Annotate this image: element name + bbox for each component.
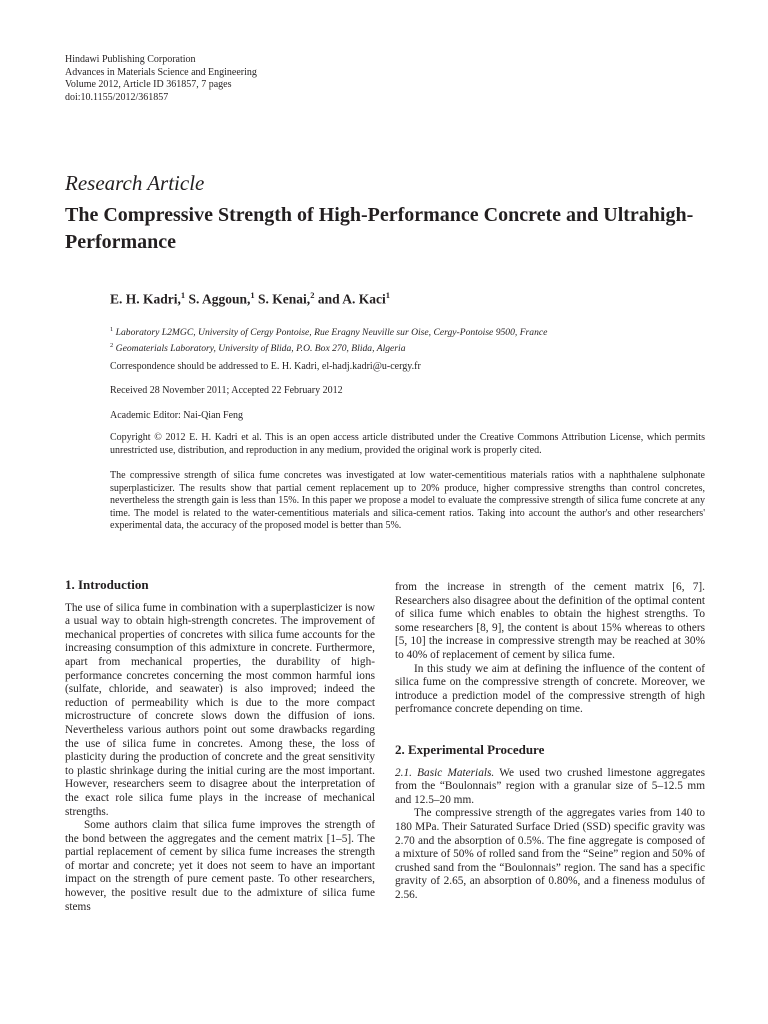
affiliation-2-marker: 2	[110, 342, 114, 350]
experimental-paragraph-1-text: We used two crushed limestone aggregates from the “Boulonnais” region with a granular size of 5–12.5 mm and 12.5–20 mm.	[395, 766, 705, 806]
academic-editor: Academic Editor: Nai-Qian Feng	[110, 410, 244, 421]
left-column	[65, 578, 375, 914]
author-3: S. Kenai,	[254, 291, 311, 307]
correspondence: Correspondence should be addressed to E. H. Kadri, el-hadj.kadri@u-cergy.fr	[110, 361, 421, 372]
intro-paragraph-2: Some authors claim that silica fume improves the strength of the bond between the aggregates and the cement matrix [1–5]. The partial replacement of cement by silica fume increases the strength of mortar and concrete; yet it does not seem to have an important impact on the strength of pure cement paste. To other researchers, however, the positive result due to the admixture of silica fume stems	[65, 819, 375, 913]
author-list	[110, 290, 390, 308]
author-4-affil: 1	[385, 290, 390, 300]
volume-info: Volume 2012, Article ID 361857, 7 pages	[65, 79, 232, 90]
doi: doi:10.1155/2012/361857	[65, 91, 169, 103]
experimental-paragraph-1	[395, 767, 705, 808]
intro-paragraph-1: The use of silica fume in combination with a superplasticizer is now a usual way to obtain high-strength concretes. The improvement of mechanical properties of concretes with silica fume accounts for the increasing consumption of this admixture in concrete. Furthermore, apart from mechanical properties, the durability of high-performance concretes concerning the most common harmful ions (sulfate, chloride, and seawater) is also improved; indeed the reduction of permeability which is due to the more compact microstructure of concrete slows down the diffusion of ions. Nevertheless various authors point out some drawbacks regarding the use of silica fume in concretes. Among these, the loss of plasticity during the production of concrete and the great sensitivity to plastic shrinkage during the initial curing are the most important. However, researchers seem to disagree about the interpretation of the exact role silica fume plays in the increase of mechanical strengths.	[65, 601, 375, 818]
affiliation-1-marker: 1	[110, 326, 114, 333]
article-type: Research Article	[65, 171, 205, 195]
journal-header	[65, 54, 257, 104]
right-column	[395, 581, 705, 902]
abstract: The compressive strength of silica fume concretes was investigated at low water-cementitious materials ratios with a naphthalene sulphonate superplasticizer. The results show that partial cement replacement up to 20% produce, higher compressive strengths than control concretes, nevertheless the strength gain is less than 15%. In this paper we propose a model to evaluate the compressive strength of silica fume concrete at any time. The model is related to the water-cementitious materials and silica-cement ratios. Taking into account the author's and other researchers' experimental data, the accuracy of the proposed model is better than 5%.	[110, 470, 705, 531]
intro-paragraph-3: from the increase in strength of the cement matrix [6, 7]. Researchers also disagree about the definition of the optimal content of silica fume which enables to obtain the highest strengths. To some researchers [8, 9], the content is about 15% whereas to others [5, 10] the increase in compressive strength may be reached at 30% to 40% of replacement of cement by silica fume.	[395, 581, 705, 661]
affiliations	[110, 323, 547, 355]
author-2-affil: 1	[250, 290, 255, 300]
received-dates: Received 28 November 2011; Accepted 22 February 2012	[110, 385, 343, 396]
affiliation-1-text: Laboratory L2MGC, University of Cergy Pontoise, Rue Eragny Neuville sur Oise, Cergy-Pontoise 9500, France	[115, 327, 548, 339]
author-1: E. H. Kadri,	[110, 291, 181, 307]
section-heading-introduction: 1. Introduction	[65, 577, 149, 592]
affiliation-2-text: Geomaterials Laboratory, University of Blida, P.O. Box 270, Blida, Algeria	[115, 343, 406, 355]
affiliation-1	[110, 323, 547, 339]
author-2: S. Aggoun,	[185, 291, 251, 307]
author-3-affil: 2	[310, 290, 315, 300]
subsection-heading-basic-materials: 2.1. Basic Materials.	[395, 766, 495, 779]
publisher: Hindawi Publishing Corporation	[65, 54, 196, 65]
author-1-affil: 1	[180, 290, 186, 300]
author-4: and A. Kaci	[314, 291, 386, 307]
journal-name: Advances in Materials Science and Engineering	[65, 66, 257, 78]
paper-title: The Compressive Strength of High-Performance Concrete and Ultrahigh-Performance	[65, 204, 694, 253]
copyright-notice: Copyright © 2012 E. H. Kadri et al. This is an open access article distributed under the Creative Commons Attribution License, which permits unrestricted use, distribution, and reproduction in any medium, provided the original work is properly cited.	[110, 432, 705, 456]
experimental-paragraph-2: The compressive strength of the aggregates varies from 140 to 180 MPa. Their Saturated Surface Dried (SSD) specific gravity was 2.70 and the absorption of 0.5%. The fine aggregate is composed of a mixture of 50% of rolled sand from the “Seine” region and 50% of crushed sand from the “Boulonnais” region. The sand has a specific gravity of 2.65, an absorption of 0.80%, and a fineness modulus of 2.56.	[395, 807, 705, 901]
section-heading-experimental: 2. Experimental Procedure	[395, 741, 545, 757]
affiliation-2	[110, 339, 547, 355]
intro-paragraph-4: In this study we aim at defining the influence of the content of silica fume on the compressive strength of concrete. Moreover, we introduce a prediction model of the compressive strength of high perfromance concrete depending on time.	[395, 662, 705, 716]
